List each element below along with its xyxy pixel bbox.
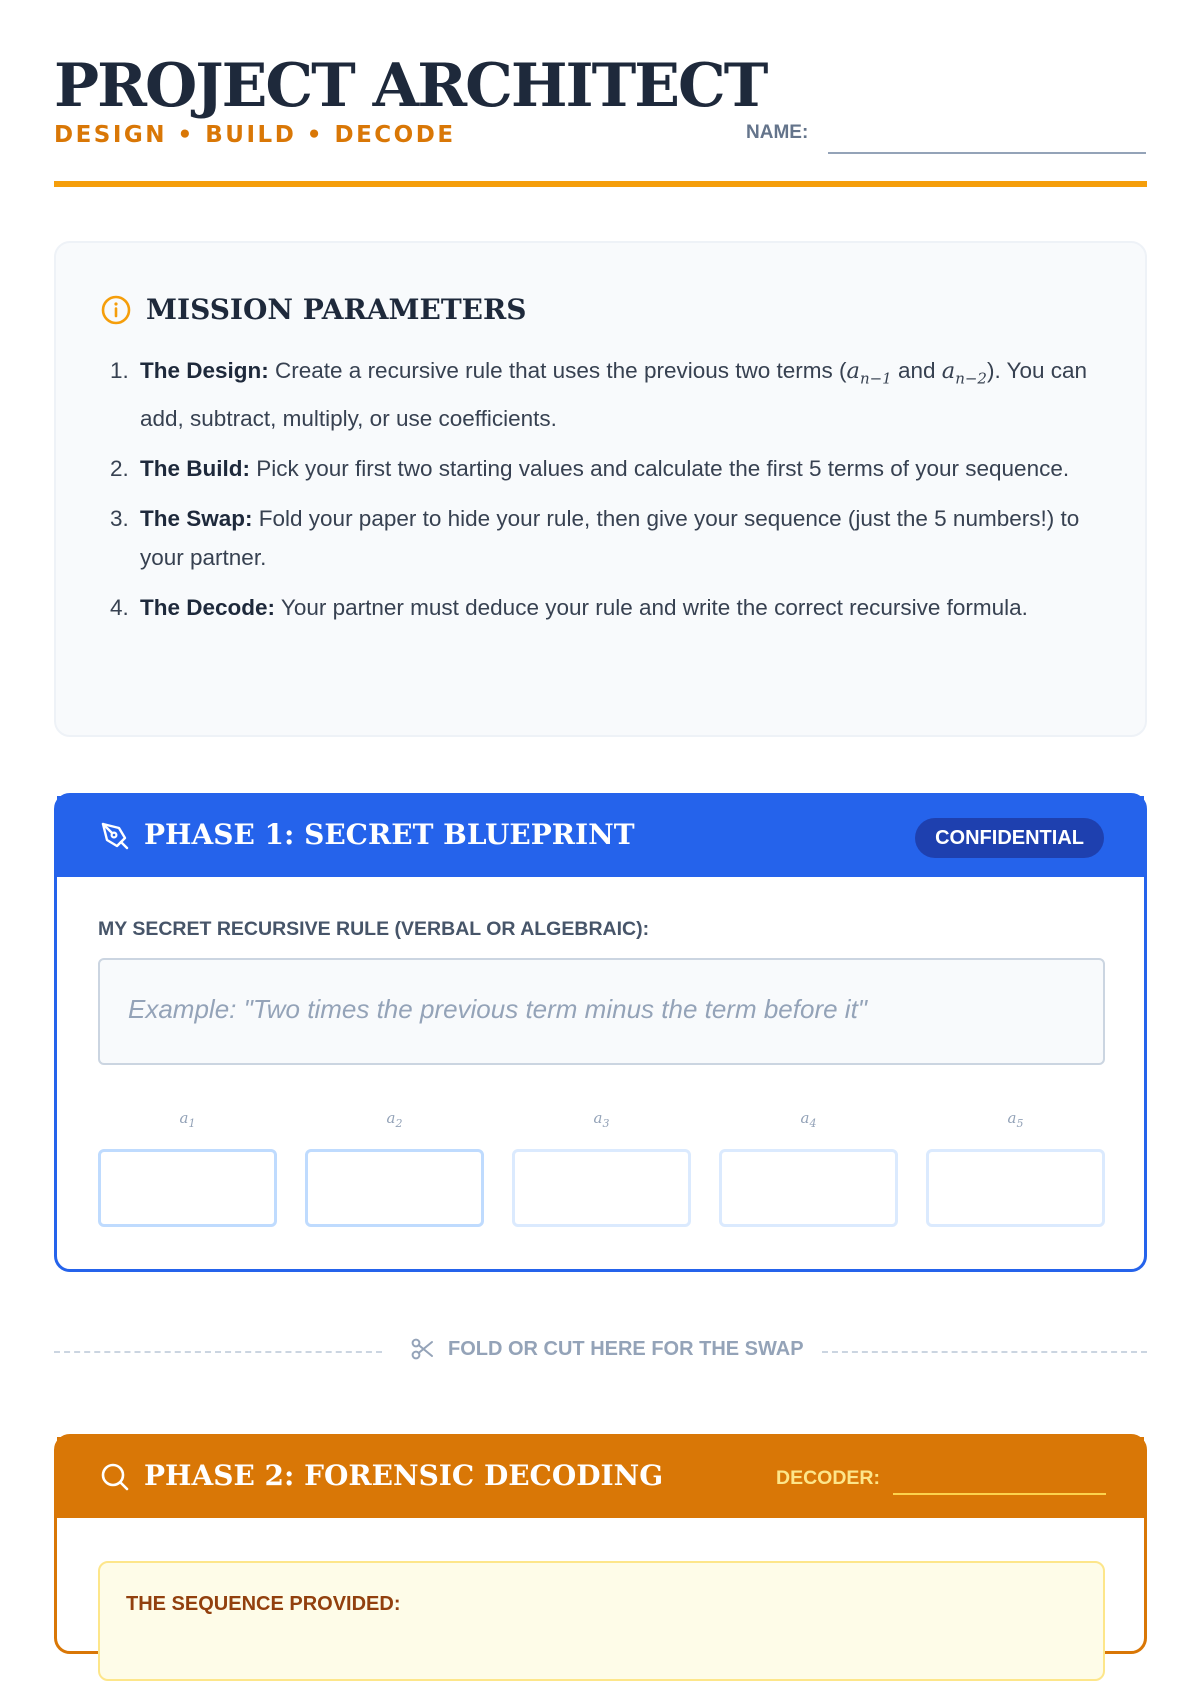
term-label-a4: $a_4$ xyxy=(800,1109,817,1130)
term-label-a3: $a_3$ xyxy=(593,1109,610,1130)
sequence-provided-box xyxy=(98,1561,1105,1681)
mission-step-swap: 3. The Swap: Fold your paper to hide your rule, then give your sequence (just the 5 numbers!) to your partner. xyxy=(110,505,1080,570)
decoder-name-field[interactable] xyxy=(893,1493,1106,1495)
mission-parameters-panel xyxy=(54,241,1147,737)
fold-text: FOLD OR CUT HERE FOR THE SWAP xyxy=(448,1337,804,1360)
fold-instruction xyxy=(410,1336,804,1362)
name-label: NAME: xyxy=(746,122,809,143)
mission-step-build: 2. The Build: Pick your first two starting values and calculate the first 5 terms of your sequence. xyxy=(110,455,1070,481)
pen-tool-icon xyxy=(99,820,131,852)
term-input-a1[interactable] xyxy=(98,1149,277,1227)
term-input-a3[interactable] xyxy=(512,1149,691,1227)
phase2-forensic-decoding xyxy=(54,1434,1147,1654)
secret-rule-placeholder: Example: "Two times the previous term minus the term before it" xyxy=(128,994,868,1024)
search-icon xyxy=(99,1461,131,1493)
fold-dash-left xyxy=(54,1351,382,1353)
term-input-a4[interactable] xyxy=(719,1149,898,1227)
mission-header xyxy=(100,293,527,326)
phase1-title: PHASE 1: SECRET BLUEPRINT xyxy=(144,818,635,851)
term-input-a5[interactable] xyxy=(926,1149,1105,1227)
worksheet-page xyxy=(54,0,1147,1615)
fold-cut-line xyxy=(54,1330,1147,1370)
mission-title: MISSION PARAMETERS xyxy=(146,293,527,326)
fold-dash-right xyxy=(822,1351,1147,1353)
page-subtitle: DESIGN • BUILD • DECODE xyxy=(54,122,456,148)
info-icon xyxy=(100,294,132,326)
sequence-provided-label: THE SEQUENCE PROVIDED: xyxy=(126,1593,401,1615)
mission-step-decode: 4. The Decode: Your partner must deduce your rule and write the correct recursive formula. xyxy=(110,594,1028,620)
phase2-header xyxy=(57,1437,1144,1518)
mission-steps xyxy=(110,351,1120,638)
mission-step-design: 1. The Design: Create a recursive rule that uses the previous two terms ($a_{n-1}$ and $a_{n-2}$). You can add, subtract, multiply, or use coefficients. xyxy=(110,358,1088,431)
page-title: PROJECT ARCHITECT xyxy=(54,51,767,121)
secret-rule-input[interactable] xyxy=(98,958,1105,1065)
term-label-a2: $a_2$ xyxy=(386,1109,403,1130)
confidential-badge: CONFIDENTIAL xyxy=(915,818,1104,858)
phase1-secret-blueprint xyxy=(54,793,1147,1272)
phase1-header xyxy=(57,796,1144,877)
scissors-icon xyxy=(410,1336,436,1362)
term-input-a2[interactable] xyxy=(305,1149,484,1227)
phase2-title: PHASE 2: FORENSIC DECODING xyxy=(144,1459,664,1492)
term-label-a5: $a_5$ xyxy=(1007,1109,1024,1130)
header xyxy=(54,0,1147,186)
secret-rule-label: MY SECRET RECURSIVE RULE (VERBAL OR ALGEBRAIC): xyxy=(98,918,650,940)
decoder-label: DECODER: xyxy=(776,1467,881,1489)
name-field[interactable] xyxy=(828,152,1146,154)
term-label-a1: $a_1$ xyxy=(179,1109,196,1130)
header-divider xyxy=(54,181,1147,187)
